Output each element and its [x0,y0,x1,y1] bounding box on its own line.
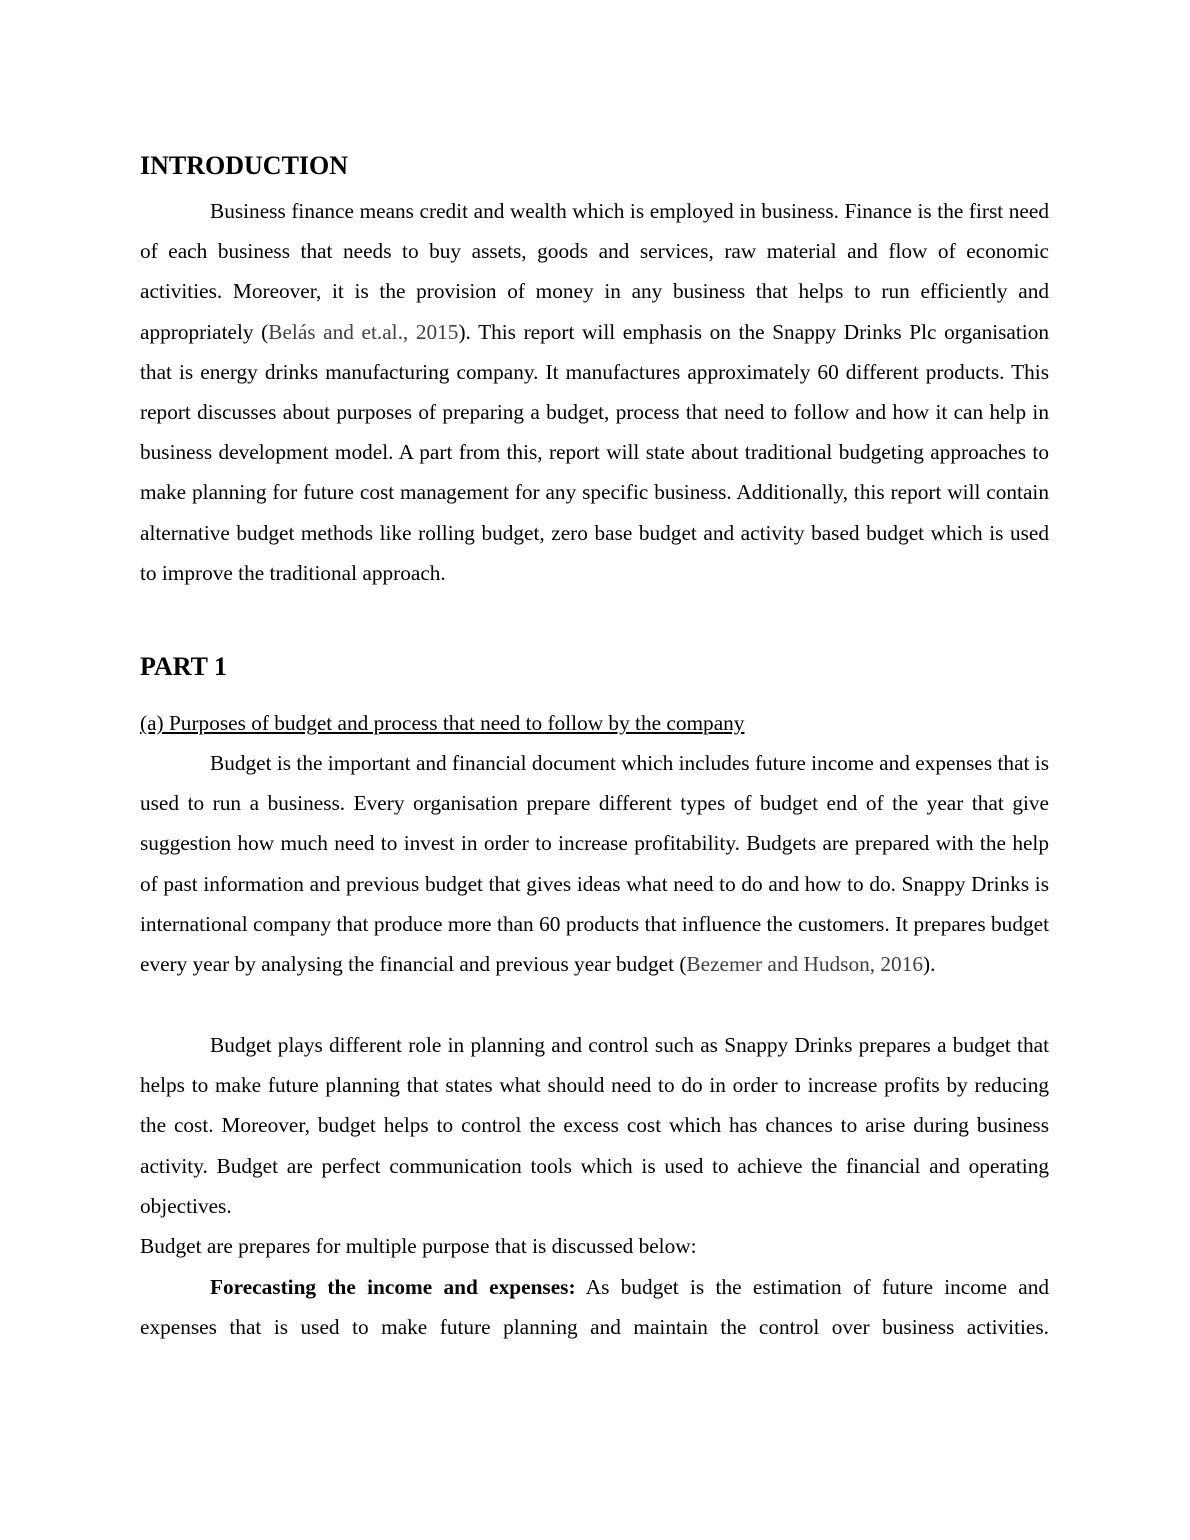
forecasting-text: As budget is the estimation of future income and expenses that is used to make future planning and maintain the control over business activities. [140,1275,1049,1340]
introduction-heading: INTRODUCTION [140,151,349,180]
forecasting-label: Forecasting the income and expenses: [210,1275,576,1299]
intro-text-after-citation: ). This report will emphasis on the Snappy Drinks Plc organisation that is energy drinks manufacturing company. It manufactures approximately 60 different products. This report discusses about purposes of preparing a budget, process that need to follow and how it can help in business development model. A part from this, report will state about traditional budgeting approaches to make planning for future cost management for any specific business. Additionally, this report will contain alternative budget methods like rolling budget, zero base budget and activity based budget which is used to improve the traditional approach. [140,319,1050,585]
budget1-text-after-citation: ). [923,952,936,977]
intro-text-before-citation: Business finance means credit and wealth which is employed in business. Finance is the first need of each business that needs to buy assets, goods and services, raw material and flow of economic activities. Moreover, it is the provision of money in any business that helps to run efficiently and appropriately ( [140,199,1049,344]
budget1-citation: Bezemer and Hudson, 2016 [686,952,923,977]
part1-heading: PART 1 [140,652,227,681]
budget-paragraph-2: Budget plays different role in planning and control such as Snappy Drinks prepares a budget that helps to make future planning that states what should need to do in order to increase profits by reducing the cost. Moreover, budget helps to control the excess cost which has chances to arise during business activity. Budget are perfect communication tools which is used to achieve the financial and operating objectives. [140,1033,1049,1218]
subheading-purposes-of-budget: (a) Purposes of budget and process that need to follow by the company [140,711,745,735]
intro-citation: Belás and et.al., 2015 [268,319,459,344]
budget1-text-before-citation: Budget is the important and financial document which includes future income and expenses that is used to run a business. Every organisation prepare different types of budget end of the year that give suggestion how much need to invest in order to increase profitability. Budgets are prepared with the help of past information and previous budget that gives ideas what need to do and how to do. Snappy Drinks is international company that produce more than 60 products that influence the customers. It prepares budget every year by analysing the financial and previous year budget ( [140,751,1049,977]
budget-paragraph-1 [140,743,1049,984]
introduction-paragraph [140,191,1049,593]
forecasting-item-paragraph [140,1267,1049,1347]
purpose-lead-sentence: Budget are prepares for multiple purpose that is discussed below: [140,1234,697,1258]
